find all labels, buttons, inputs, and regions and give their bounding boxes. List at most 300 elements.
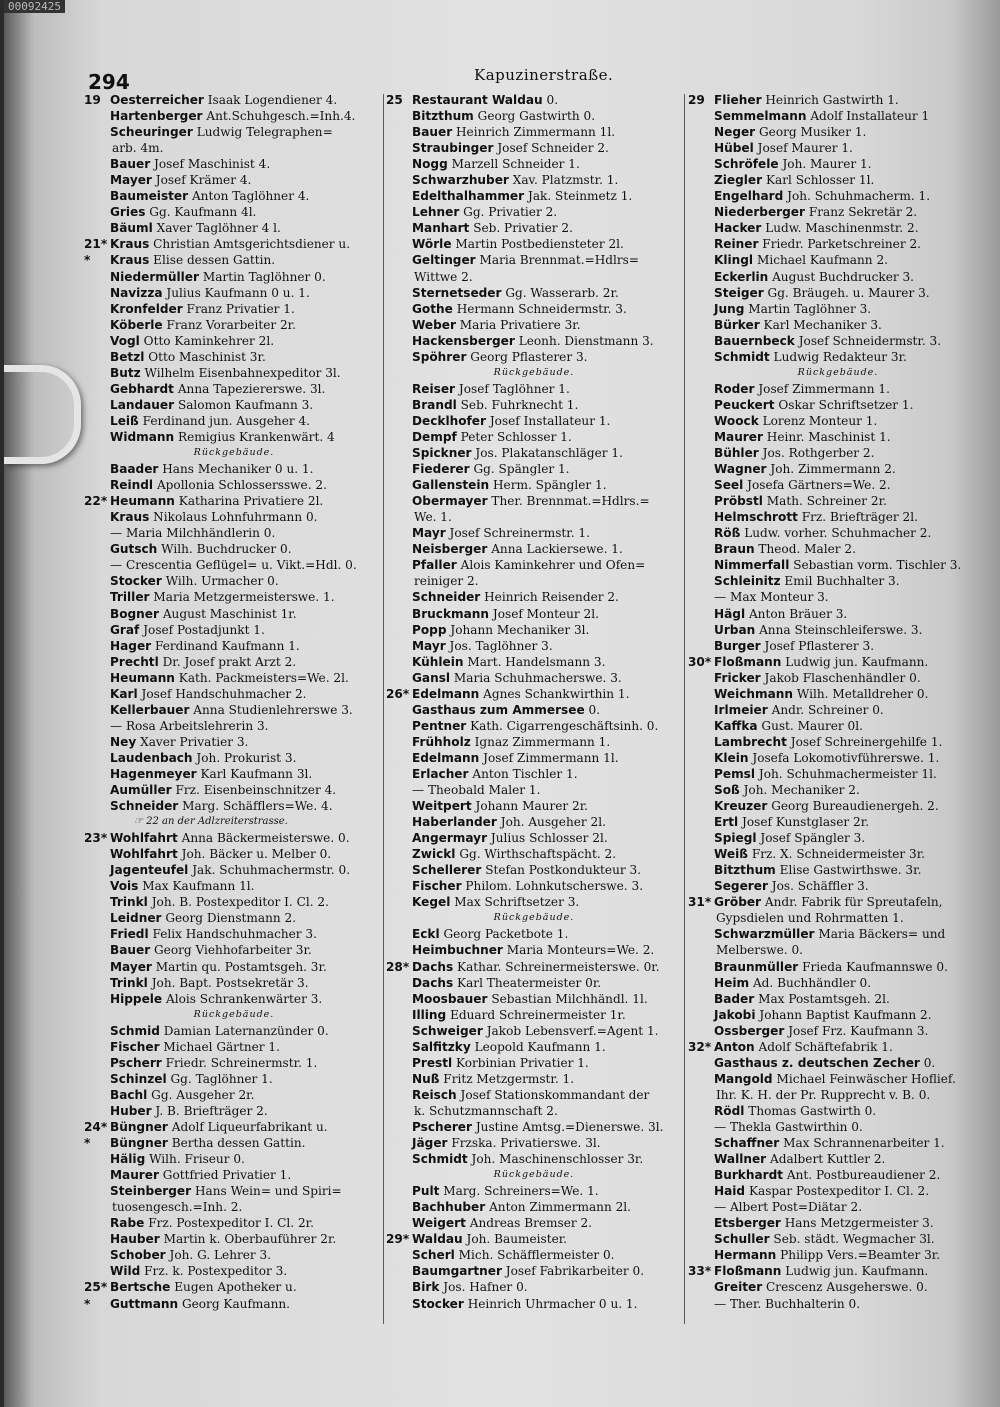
directory-entry xyxy=(84,1119,384,1135)
resident-details: Elise dessen Gattin. xyxy=(153,253,276,268)
resident-name: Schmidt xyxy=(714,349,770,364)
directory-entry xyxy=(386,622,682,638)
resident-details: Anna Tapeziererswe. 3l. xyxy=(177,381,326,396)
resident-name: Weitpert xyxy=(412,799,472,814)
directory-entry xyxy=(84,894,384,910)
resident-name: Pfaller xyxy=(412,558,457,573)
directory-entry xyxy=(84,1087,384,1103)
resident-details: August Maschinist 1r. xyxy=(162,606,297,621)
resident-name: Hippele xyxy=(110,991,163,1006)
directory-entry xyxy=(84,1263,384,1279)
directory-entry xyxy=(688,814,988,830)
resident-name: Prestl xyxy=(412,1055,453,1070)
resident-name: Maurer xyxy=(110,1168,159,1183)
resident-details: Julius Schlosser 2l. xyxy=(490,831,608,846)
resident-details: Michael Feinwäscher Hoflief. xyxy=(776,1071,956,1086)
directory-entry xyxy=(386,1151,682,1167)
directory-entry xyxy=(386,381,682,397)
directory-entry xyxy=(688,573,988,589)
directory-entry xyxy=(688,702,988,718)
resident-details: 0. xyxy=(546,93,559,107)
directory-entry xyxy=(84,638,384,654)
resident-details: Korbinian Privatier 1. xyxy=(456,1055,589,1070)
resident-name: Kegel xyxy=(412,895,451,910)
resident-details: Emil Buchhalter 3. xyxy=(784,574,900,589)
directory-entry xyxy=(386,862,682,878)
directory-entry xyxy=(688,1263,988,1279)
resident-details: Joh. Prokurist 3. xyxy=(196,750,297,765)
resident-name: Burger xyxy=(714,638,761,653)
directory-entry xyxy=(386,606,682,622)
directory-entry xyxy=(386,252,682,268)
directory-entry xyxy=(386,718,682,734)
directory-entry xyxy=(84,670,384,686)
directory-entry xyxy=(688,285,988,301)
resident-name: Spöhrer xyxy=(412,349,467,364)
directory-entry xyxy=(688,172,988,188)
house-number: 29* xyxy=(386,1232,410,1247)
resident-details: Ferdinand Kaufmann 1. xyxy=(154,638,300,653)
directory-entry xyxy=(386,782,682,798)
entry-continuation xyxy=(84,1199,384,1215)
resident-details: Friedr. Schreinermstr. 1. xyxy=(165,1055,318,1070)
resident-details: Joh. Baumeister. xyxy=(466,1232,568,1247)
resident-name: Reisch xyxy=(412,1087,457,1102)
directory-entry xyxy=(84,188,384,204)
resident-details: Ludwig Redakteur 3r. xyxy=(773,349,907,364)
directory-entry xyxy=(84,766,384,782)
resident-details: Hans Wein= und Spiri= xyxy=(194,1184,342,1199)
resident-details: Jos. Rothgerber 2. xyxy=(762,446,875,461)
resident-name: Büngner xyxy=(110,1120,168,1134)
resident-name: Jagenteufel xyxy=(110,863,189,878)
resident-details: Joh. Ausgeher 2l. xyxy=(500,815,606,830)
directory-entry xyxy=(84,830,384,846)
section-heading: Rückgebäude. xyxy=(493,912,575,924)
directory-entry xyxy=(84,1183,384,1199)
resident-details: Joh. G. Lehrer 3. xyxy=(169,1248,272,1263)
directory-entry xyxy=(688,894,988,910)
resident-name: Baumeister xyxy=(110,189,189,204)
directory-entry xyxy=(84,798,384,814)
resident-name: Gothe xyxy=(412,301,453,316)
directory-entry xyxy=(688,654,988,670)
resident-name: Ney xyxy=(110,734,137,749)
directory-entry xyxy=(84,1215,384,1231)
resident-details: Johann Baptist Kaufmann 2. xyxy=(759,1007,932,1022)
resident-details: Otto Kaminkehrer 2l. xyxy=(143,333,275,348)
resident-details: — Maria Milchhändlerin 0. xyxy=(110,526,276,541)
resident-name: Kaffka xyxy=(714,718,758,733)
resident-details: Josef Installateur 1. xyxy=(489,413,611,428)
directory-entry xyxy=(84,156,384,172)
resident-details: Franz Privatier 1. xyxy=(186,301,295,316)
directory-entry xyxy=(386,654,682,670)
resident-details: Xaver Privatier 3. xyxy=(140,734,249,749)
resident-name: Gebhardt xyxy=(110,381,174,396)
resident-details: Wilh. Buchdrucker 0. xyxy=(161,542,292,557)
resident-name: Zwickl xyxy=(412,847,456,862)
resident-name: Bauer xyxy=(412,125,453,140)
directory-entry xyxy=(688,959,988,975)
resident-name: Schweiger xyxy=(412,1023,483,1038)
resident-name: Nuß xyxy=(412,1071,440,1086)
house-number: 21* xyxy=(84,237,108,252)
resident-name: Restaurant Waldau xyxy=(412,93,543,107)
resident-details: Georg Viehhofarbeiter 3r. xyxy=(154,943,312,958)
resident-details: Josef Pflasterer 3. xyxy=(764,638,875,653)
directory-entry xyxy=(688,1215,988,1231)
resident-details: Georg Packetbote 1. xyxy=(443,927,569,942)
resident-details: Georg Dienstmann 2. xyxy=(165,911,297,926)
resident-details: Jak. Schuhmachermstr. 0. xyxy=(192,863,351,878)
resident-details: Alois Kaminkehrer und Ofen= xyxy=(460,558,646,573)
resident-details: Felix Handschuhmacher 3. xyxy=(152,927,317,942)
resident-name: Fiederer xyxy=(412,462,470,477)
resident-details: Bertha dessen Gattin. xyxy=(171,1136,306,1151)
resident-details: 0. xyxy=(923,1055,936,1070)
resident-name: Schneider xyxy=(110,799,179,814)
resident-name: Haberlander xyxy=(412,815,497,830)
page-number: 294 xyxy=(88,70,130,94)
resident-details: Karl Schlosser 1l. xyxy=(765,173,875,188)
resident-details: Ludw. Maschinenmstr. 2. xyxy=(765,221,919,236)
directory-entry xyxy=(386,525,682,541)
resident-details: Ludwig Telegraphen= xyxy=(196,125,333,140)
resident-name: Vois xyxy=(110,879,139,894)
resident-name: Weber xyxy=(412,317,456,332)
resident-details: k. Schutzmannschaft 2. xyxy=(414,1103,558,1118)
resident-details: We. 1. xyxy=(414,510,452,525)
resident-name: Mayer xyxy=(110,959,152,974)
resident-details: Michael Kaufmann 2. xyxy=(756,253,888,268)
resident-details: Kaspar Postexpeditor I. Cl. 2. xyxy=(748,1184,930,1199)
resident-details: Gypsdielen und Rohrmatten 1. xyxy=(716,911,904,926)
directory-entry xyxy=(688,333,988,349)
resident-details: Max Schrannenarbeiter 1. xyxy=(783,1136,945,1151)
resident-name: Hager xyxy=(110,638,152,653)
resident-details: Franz Sekretär 2. xyxy=(808,205,918,220)
resident-name: Klingl xyxy=(714,253,754,268)
resident-name: Edelthalhammer xyxy=(412,189,525,204)
resident-name: Bertsche xyxy=(110,1280,171,1295)
house-number: 33* xyxy=(688,1264,712,1279)
resident-name: Schleinitz xyxy=(714,574,781,589)
resident-name: Schober xyxy=(110,1248,166,1263)
directory-entry xyxy=(84,1023,384,1039)
resident-details: Josef Zimmermann 1. xyxy=(758,381,890,396)
resident-name: Gansl xyxy=(412,670,451,685)
directory-entry xyxy=(386,750,682,766)
directory-entry xyxy=(688,1296,988,1312)
column-3 xyxy=(688,92,988,1312)
resident-details: Ant.Schuhgesch.=Inh.4. xyxy=(206,109,356,124)
section-heading: Rückgebäude. xyxy=(493,366,575,378)
directory-entry xyxy=(386,894,682,910)
resident-details: Eduard Schreinermeister 1r. xyxy=(450,1007,626,1022)
directory-entry xyxy=(688,188,988,204)
house-number: 30* xyxy=(688,654,712,669)
resident-details: Maria Brennmat.=Hdlrs= xyxy=(479,253,639,268)
directory-entry xyxy=(84,269,384,285)
directory-entry xyxy=(386,1055,682,1071)
resident-name: Butz xyxy=(110,365,141,380)
directory-entry xyxy=(386,140,682,156)
resident-details: Gg. Wasserarb. 2r. xyxy=(505,285,619,300)
resident-name: Eckerlin xyxy=(714,269,769,284)
cross-reference-note: ☞ 22 an der Adlzreiterstrasse. xyxy=(134,816,288,828)
directory-entry xyxy=(688,1151,988,1167)
resident-details: Mich. Schäfflermeister 0. xyxy=(458,1248,615,1263)
directory-entry xyxy=(386,1247,682,1263)
resident-name: Geltinger xyxy=(412,253,476,268)
resident-details: Kath. Packmeisters=We. 2l. xyxy=(178,670,349,685)
resident-name: Neger xyxy=(714,125,756,140)
directory-entry xyxy=(84,349,384,365)
directory-entry xyxy=(688,557,988,573)
directory-entry xyxy=(688,236,988,252)
resident-details: Remigius Krankenwärt. 4 xyxy=(177,429,335,444)
resident-details: Andr. Schreiner 0. xyxy=(771,702,884,717)
resident-name: Ertl xyxy=(714,815,739,830)
resident-details: Joh. Zimmermann 2. xyxy=(770,462,896,477)
resident-name: Maurer xyxy=(714,429,763,444)
directory-entry xyxy=(688,461,988,477)
resident-details: Gg. Wirthschaftspächt. 2. xyxy=(459,847,617,862)
directory-entry xyxy=(386,349,682,365)
resident-details: Josef Schreinergehilfe 1. xyxy=(790,734,943,749)
resident-details: Anna Steinschleiferswe. 3. xyxy=(759,622,923,637)
resident-name: Schellerer xyxy=(412,863,482,878)
resident-details: 0. xyxy=(588,702,601,717)
resident-details: — Max Monteur 3. xyxy=(714,590,829,605)
resident-details: Karl Kaufmann 3l. xyxy=(200,766,313,781)
resident-name: Steinberger xyxy=(110,1184,192,1199)
directory-entry xyxy=(386,975,682,991)
directory-entry xyxy=(386,92,682,108)
directory-entry xyxy=(386,991,682,1007)
resident-name: Bauer xyxy=(110,157,151,172)
directory-entry xyxy=(688,429,988,445)
resident-name: Stocker xyxy=(110,574,162,589)
directory-entry xyxy=(386,124,682,140)
resident-details: Frz. Eisenbeinschnitzer 4. xyxy=(175,783,337,798)
resident-details: Gg. Bräugeh. u. Maurer 3. xyxy=(767,285,930,300)
resident-name: Kraus xyxy=(110,253,150,268)
resident-name: Nimmerfall xyxy=(714,558,790,573)
resident-name: Peuckert xyxy=(714,397,775,412)
directory-entry xyxy=(84,204,384,220)
directory-entry xyxy=(386,638,682,654)
directory-entry xyxy=(386,830,682,846)
resident-details: Josef Stationskommandant der xyxy=(460,1087,650,1102)
directory-entry xyxy=(688,1071,988,1087)
resident-name: Gutsch xyxy=(110,542,158,557)
resident-details: Maria Metzgermeisterswe. 1. xyxy=(153,590,335,605)
resident-details: Seb. Fuhrknecht 1. xyxy=(460,397,579,412)
resident-name: Hackensberger xyxy=(412,333,515,348)
resident-name: Kraus xyxy=(110,510,150,525)
entry-continuation xyxy=(386,1103,682,1119)
directory-entry xyxy=(84,862,384,878)
resident-name: Rabe xyxy=(110,1216,145,1231)
resident-name: Pentner xyxy=(412,718,467,733)
resident-name: Pult xyxy=(412,1184,440,1199)
resident-details: Fritz Metzgermstr. 1. xyxy=(443,1071,575,1086)
directory-entry xyxy=(386,317,682,333)
resident-name: Schaffner xyxy=(714,1136,780,1151)
resident-details: Peter Schlosser 1. xyxy=(460,429,572,444)
resident-details: Max Schriftsetzer 3. xyxy=(454,895,580,910)
directory-entry xyxy=(688,493,988,509)
resident-details: — Ther. Buchhalterin 0. xyxy=(714,1296,861,1311)
directory-entry xyxy=(386,172,682,188)
resident-details: Gottfried Privatier 1. xyxy=(162,1168,292,1183)
resident-name: Kronfelder xyxy=(110,301,183,316)
directory-entry xyxy=(688,204,988,220)
resident-name: Engelhard xyxy=(714,189,784,204)
directory-entry xyxy=(84,477,384,493)
directory-entry xyxy=(84,252,384,268)
resident-details: Georg Kaufmann. xyxy=(181,1296,291,1311)
resident-details: Anton Tischler 1. xyxy=(472,766,578,781)
directory-entry xyxy=(386,670,682,686)
resident-name: Ossberger xyxy=(714,1023,785,1038)
resident-details: Josef Handschuhmacher 2. xyxy=(141,686,307,701)
resident-name: Scheuringer xyxy=(110,125,193,140)
resident-name: Bogner xyxy=(110,606,159,621)
resident-details: Seb. Privatier 2. xyxy=(473,221,573,236)
directory-entry xyxy=(688,686,988,702)
resident-name: Dachs xyxy=(412,975,454,990)
resident-name: Rödl xyxy=(714,1103,745,1118)
resident-details: Anton Taglöhner 4. xyxy=(191,189,310,204)
resident-name: Baumgartner xyxy=(412,1264,502,1279)
resident-name: Semmelmann xyxy=(714,109,807,124)
directory-entry xyxy=(84,124,384,140)
resident-name: Köberle xyxy=(110,317,163,332)
resident-name: Soß xyxy=(714,783,740,798)
resident-name: Obermayer xyxy=(412,494,488,509)
house-number: 24* xyxy=(84,1120,108,1134)
directory-entry xyxy=(386,1215,682,1231)
resident-details: Jakob Flaschenhändler 0. xyxy=(764,670,921,685)
resident-name: Heim xyxy=(714,975,750,990)
column-2 xyxy=(386,92,682,1312)
resident-details: Max Postamtsgeh. 2l. xyxy=(758,991,890,1006)
directory-entry xyxy=(688,1007,988,1023)
house-number: 32* xyxy=(688,1039,712,1054)
house-number: * xyxy=(84,1296,91,1311)
resident-details: Jos. Taglöhner 3. xyxy=(449,638,553,653)
directory-entry xyxy=(688,445,988,461)
directory-entry xyxy=(84,782,384,798)
resident-details: Alois Schrankenwärter 3. xyxy=(166,991,323,1006)
directory-entry xyxy=(386,108,682,124)
resident-details: Heinrich Zimmermann 1l. xyxy=(456,125,616,140)
resident-details: Josef Fabrikarbeiter 0. xyxy=(505,1264,645,1279)
directory-entry xyxy=(84,926,384,942)
resident-name: Schröfele xyxy=(714,157,779,172)
resident-name: Baader xyxy=(110,462,159,477)
resident-name: Reiner xyxy=(714,237,759,252)
house-number: 19 xyxy=(84,93,101,107)
directory-entry xyxy=(84,1103,384,1119)
resident-name: Helmschrott xyxy=(714,510,798,525)
resident-details: Kath. Cigarrengeschäftsinh. 0. xyxy=(470,718,659,733)
resident-details: Dr. Josef prakt Arzt 2. xyxy=(162,654,297,669)
directory-entry xyxy=(688,413,988,429)
resident-name: Bauernbeck xyxy=(714,333,795,348)
resident-name: Niedermüller xyxy=(110,269,199,284)
resident-details: Xaver Taglöhner 4 l. xyxy=(156,221,281,236)
resident-name: Betzl xyxy=(110,349,145,364)
resident-name: Schwarzmüller xyxy=(714,927,815,942)
resident-name: Hermann xyxy=(714,1248,777,1263)
resident-details: Agnes Schankwirthin 1. xyxy=(483,686,630,701)
directory-entry xyxy=(84,1231,384,1247)
resident-name: Haid xyxy=(714,1184,746,1199)
resident-details: Gg. Privatier 2. xyxy=(463,205,558,220)
resident-details: Philipp Vers.=Beamter 3r. xyxy=(780,1248,941,1263)
resident-details: Katharina Privatiere 2l. xyxy=(178,494,324,509)
resident-details: Anton Zimmermann 2l. xyxy=(489,1200,632,1215)
resident-name: Schinzel xyxy=(110,1071,167,1086)
directory-entry xyxy=(688,1167,988,1183)
resident-name: Karl xyxy=(110,686,138,701)
directory-entry xyxy=(84,541,384,557)
directory-entry xyxy=(84,718,384,734)
resident-name: Gries xyxy=(110,205,146,220)
resident-name: Neisberger xyxy=(412,542,488,557)
resident-details: Josef Schreinermstr. 1. xyxy=(449,526,590,541)
resident-name: Gasthaus zum Ammersee xyxy=(412,702,585,717)
directory-entry xyxy=(688,140,988,156)
resident-details: Jos. Hafner 0. xyxy=(443,1280,528,1295)
resident-details: Josef Zimmermann 1l. xyxy=(483,750,619,765)
directory-entry xyxy=(84,959,384,975)
house-number: 25 xyxy=(386,93,403,107)
resident-details: J. B. Briefträger 2. xyxy=(155,1103,268,1118)
resident-details: Frz. X. Schneidermeister 3r. xyxy=(751,847,926,862)
resident-details: Maria Schuhmacherswe. 3. xyxy=(453,670,622,685)
resident-details: Josefa Lokomotivführerswe. 1. xyxy=(752,750,940,765)
resident-name: Mayr xyxy=(412,526,446,541)
directory-entry xyxy=(386,333,682,349)
resident-name: Illing xyxy=(412,1007,447,1022)
resident-details: Josef Kunstglaser 2r. xyxy=(742,815,870,830)
directory-entry xyxy=(386,1119,682,1135)
resident-details: Max Kaufmann 1l. xyxy=(142,879,255,894)
resident-name: Pröbstl xyxy=(714,494,763,509)
resident-details: Josef Frz. Kaufmann 3. xyxy=(788,1023,929,1038)
directory-entry xyxy=(386,493,682,509)
resident-name: Heumann xyxy=(110,494,175,509)
resident-name: Büngner xyxy=(110,1136,168,1151)
resident-details: Martin Postbediensteter 2l. xyxy=(455,237,624,252)
resident-name: Bachhuber xyxy=(412,1200,486,1215)
directory-entry xyxy=(688,750,988,766)
resident-name: Huber xyxy=(110,1103,152,1118)
resident-name: Kraus xyxy=(110,237,150,252)
directory-entry xyxy=(386,959,682,975)
directory-entry xyxy=(386,429,682,445)
resident-name: Hauber xyxy=(110,1232,160,1247)
directory-entry xyxy=(688,830,988,846)
resident-name: Friedl xyxy=(110,927,149,942)
resident-name: Bader xyxy=(714,991,755,1006)
resident-name: Niederberger xyxy=(714,205,805,220)
